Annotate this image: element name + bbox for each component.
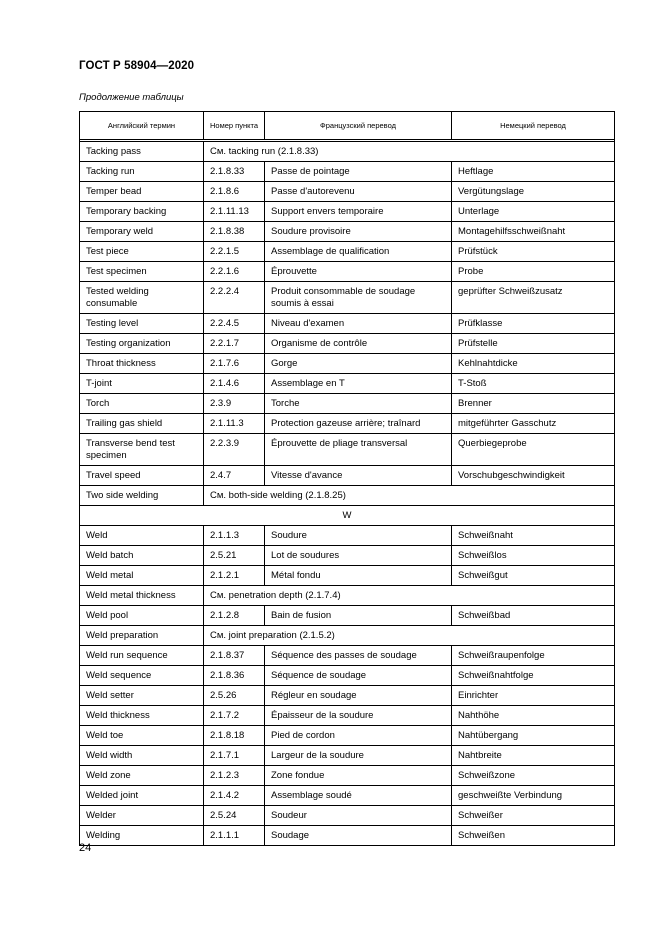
- french-translation-cell: Assemblage en T: [265, 374, 452, 394]
- french-translation-cell: Bain de fusion: [265, 606, 452, 626]
- french-translation-cell: Assemblage de qualification: [265, 242, 452, 262]
- french-translation-cell: Torche: [265, 394, 452, 414]
- french-translation-cell: Métal fondu: [265, 566, 452, 586]
- table-row: [80, 606, 615, 626]
- table-row: [80, 626, 615, 646]
- item-number-cell: 2.1.4.6: [204, 374, 265, 394]
- french-translation-cell: Séquence des passes de soudage: [265, 646, 452, 666]
- item-number-cell: 2.2.1.7: [204, 334, 265, 354]
- terminology-table: [79, 111, 615, 846]
- table-row: [80, 434, 615, 466]
- german-translation-cell: Schweißlos: [452, 546, 615, 566]
- item-number-cell: 2.5.26: [204, 686, 265, 706]
- english-term-cell: Weld toe: [80, 726, 204, 746]
- english-term-cell: Tacking pass: [80, 142, 204, 162]
- table-row: [80, 354, 615, 374]
- table-row: [80, 666, 615, 686]
- column-header-english: Английский термин: [80, 112, 204, 140]
- table-row: [80, 182, 615, 202]
- english-term-cell: Weld preparation: [80, 626, 204, 646]
- table-continuation-caption: Продолжение таблицы: [79, 92, 184, 103]
- french-translation-cell: Soudeur: [265, 806, 452, 826]
- item-number-cell: 2.1.8.18: [204, 726, 265, 746]
- english-term-cell: Temporary backing: [80, 202, 204, 222]
- item-number-cell: 2.1.1.1: [204, 826, 265, 846]
- english-term-cell: Temporary weld: [80, 222, 204, 242]
- column-header-number: Номер пункта: [204, 112, 265, 140]
- french-translation-cell: Protection gazeuse arrière; traînard: [265, 414, 452, 434]
- german-translation-cell: Schweißraupenfolge: [452, 646, 615, 666]
- german-translation-cell: Vergütungslage: [452, 182, 615, 202]
- item-number-cell: 2.1.8.38: [204, 222, 265, 242]
- english-term-cell: T-joint: [80, 374, 204, 394]
- french-translation-cell: Lot de soudures: [265, 546, 452, 566]
- item-number-cell: 2.1.1.3: [204, 526, 265, 546]
- column-header-german: Немецкий перевод: [452, 112, 615, 140]
- french-translation-cell: Éprouvette: [265, 262, 452, 282]
- french-translation-cell: Zone fondue: [265, 766, 452, 786]
- item-number-cell: 2.1.2.1: [204, 566, 265, 586]
- german-translation-cell: Kehlnahtdicke: [452, 354, 615, 374]
- item-number-cell: 2.1.7.2: [204, 706, 265, 726]
- german-translation-cell: T-Stoß: [452, 374, 615, 394]
- english-term-cell: Weld metal: [80, 566, 204, 586]
- item-number-cell: 2.2.1.6: [204, 262, 265, 282]
- english-term-cell: Weld thickness: [80, 706, 204, 726]
- english-term-cell: Welding: [80, 826, 204, 846]
- item-number-cell: 2.1.11.3: [204, 414, 265, 434]
- english-term-cell: Weld run sequence: [80, 646, 204, 666]
- table-row: [80, 786, 615, 806]
- english-term-cell: Torch: [80, 394, 204, 414]
- german-translation-cell: Prüfstelle: [452, 334, 615, 354]
- table-row: [80, 142, 615, 162]
- table-row: [80, 806, 615, 826]
- item-number-cell: 2.2.1.5: [204, 242, 265, 262]
- table-row: [80, 202, 615, 222]
- table-row: [80, 394, 615, 414]
- french-translation-cell: Passe d'autorevenu: [265, 182, 452, 202]
- german-translation-cell: geschweißte Verbindung: [452, 786, 615, 806]
- german-translation-cell: Nahtbreite: [452, 746, 615, 766]
- table-row: [80, 374, 615, 394]
- item-number-cell: 2.5.24: [204, 806, 265, 826]
- english-term-cell: Tested welding consumable: [80, 282, 204, 314]
- english-term-cell: Weld pool: [80, 606, 204, 626]
- item-number-cell: 2.5.21: [204, 546, 265, 566]
- item-number-cell: 2.1.2.3: [204, 766, 265, 786]
- french-translation-cell: Soudure: [265, 526, 452, 546]
- section-letter-cell: W: [80, 506, 615, 526]
- german-translation-cell: Schweißnahtfolge: [452, 666, 615, 686]
- cross-reference-cell: См. both-side welding (2.1.8.25): [204, 486, 615, 506]
- french-translation-cell: Support envers temporaire: [265, 202, 452, 222]
- english-term-cell: Testing organization: [80, 334, 204, 354]
- french-translation-cell: Organisme de contrôle: [265, 334, 452, 354]
- german-translation-cell: Probe: [452, 262, 615, 282]
- french-translation-cell: Soudure provisoire: [265, 222, 452, 242]
- english-term-cell: Weld sequence: [80, 666, 204, 686]
- english-term-cell: Weld setter: [80, 686, 204, 706]
- german-translation-cell: Prüfklasse: [452, 314, 615, 334]
- table-row: [80, 262, 615, 282]
- french-translation-cell: Assemblage soudé: [265, 786, 452, 806]
- table-row: [80, 686, 615, 706]
- table-row: [80, 222, 615, 242]
- german-translation-cell: geprüfter Schweißzusatz: [452, 282, 615, 314]
- table-row: [80, 706, 615, 726]
- french-translation-cell: Séquence de soudage: [265, 666, 452, 686]
- item-number-cell: 2.2.2.4: [204, 282, 265, 314]
- table-row: [80, 546, 615, 566]
- english-term-cell: Trailing gas shield: [80, 414, 204, 434]
- table-row: [80, 242, 615, 262]
- table-row: [80, 162, 615, 182]
- german-translation-cell: Schweißer: [452, 806, 615, 826]
- table-row: [80, 566, 615, 586]
- cross-reference-cell: См. penetration depth (2.1.7.4): [204, 586, 615, 606]
- item-number-cell: 2.3.9: [204, 394, 265, 414]
- english-term-cell: Weld metal thickness: [80, 586, 204, 606]
- table-row: [80, 486, 615, 506]
- english-term-cell: Test piece: [80, 242, 204, 262]
- german-translation-cell: Einrichter: [452, 686, 615, 706]
- cross-reference-cell: См. tacking run (2.1.8.33): [204, 142, 615, 162]
- english-term-cell: Transverse bend test specimen: [80, 434, 204, 466]
- german-translation-cell: Montagehilfsschweißnaht: [452, 222, 615, 242]
- german-translation-cell: Brenner: [452, 394, 615, 414]
- table-row: [80, 726, 615, 746]
- table-row: [80, 586, 615, 606]
- item-number-cell: 2.4.7: [204, 466, 265, 486]
- german-translation-cell: Prüfstück: [452, 242, 615, 262]
- german-translation-cell: Schweißgut: [452, 566, 615, 586]
- table-row: [80, 334, 615, 354]
- german-translation-cell: Querbiegeprobe: [452, 434, 615, 466]
- item-number-cell: 2.1.8.37: [204, 646, 265, 666]
- german-translation-cell: Schweißnaht: [452, 526, 615, 546]
- english-term-cell: Welded joint: [80, 786, 204, 806]
- french-translation-cell: Produit consommable de soudage soumis à essai: [265, 282, 452, 314]
- english-term-cell: Weld width: [80, 746, 204, 766]
- english-term-cell: Welder: [80, 806, 204, 826]
- item-number-cell: 2.2.4.5: [204, 314, 265, 334]
- table-row: [80, 826, 615, 846]
- item-number-cell: 2.1.8.36: [204, 666, 265, 686]
- table-row: [80, 314, 615, 334]
- page-number: 24: [79, 842, 92, 854]
- german-translation-cell: Nahtübergang: [452, 726, 615, 746]
- english-term-cell: Weld zone: [80, 766, 204, 786]
- item-number-cell: 2.1.7.6: [204, 354, 265, 374]
- item-number-cell: 2.1.2.8: [204, 606, 265, 626]
- german-translation-cell: Heftlage: [452, 162, 615, 182]
- cross-reference-cell: См. joint preparation (2.1.5.2): [204, 626, 615, 646]
- french-translation-cell: Vitesse d'avance: [265, 466, 452, 486]
- english-term-cell: Temper bead: [80, 182, 204, 202]
- french-translation-cell: Soudage: [265, 826, 452, 846]
- english-term-cell: Testing level: [80, 314, 204, 334]
- german-translation-cell: Schweißen: [452, 826, 615, 846]
- table-row: [80, 466, 615, 486]
- german-translation-cell: Schweißzone: [452, 766, 615, 786]
- english-term-cell: Tacking run: [80, 162, 204, 182]
- german-translation-cell: Schweißbad: [452, 606, 615, 626]
- table-row: [80, 766, 615, 786]
- french-translation-cell: Gorge: [265, 354, 452, 374]
- item-number-cell: 2.1.8.6: [204, 182, 265, 202]
- table-row: [80, 414, 615, 434]
- english-term-cell: Travel speed: [80, 466, 204, 486]
- german-translation-cell: mitgeführter Gasschutz: [452, 414, 615, 434]
- german-translation-cell: Nahthöhe: [452, 706, 615, 726]
- english-term-cell: Two side welding: [80, 486, 204, 506]
- german-translation-cell: Unterlage: [452, 202, 615, 222]
- english-term-cell: Test specimen: [80, 262, 204, 282]
- table-row: [80, 646, 615, 666]
- french-translation-cell: Largeur de la soudure: [265, 746, 452, 766]
- english-term-cell: Weld batch: [80, 546, 204, 566]
- item-number-cell: 2.1.7.1: [204, 746, 265, 766]
- table-row: [80, 526, 615, 546]
- english-term-cell: Weld: [80, 526, 204, 546]
- section-letter-row: [80, 506, 615, 526]
- french-translation-cell: Pied de cordon: [265, 726, 452, 746]
- english-term-cell: Throat thickness: [80, 354, 204, 374]
- french-translation-cell: Épaisseur de la soudure: [265, 706, 452, 726]
- table-body: [80, 142, 615, 846]
- french-translation-cell: Régleur en soudage: [265, 686, 452, 706]
- item-number-cell: 2.1.11.13: [204, 202, 265, 222]
- column-header-french: Французский перевод: [265, 112, 452, 140]
- item-number-cell: 2.2.3.9: [204, 434, 265, 466]
- french-translation-cell: Niveau d'examen: [265, 314, 452, 334]
- german-translation-cell: Vorschubgeschwindigkeit: [452, 466, 615, 486]
- document-standard-header: ГОСТ Р 58904—2020: [79, 60, 195, 72]
- item-number-cell: 2.1.8.33: [204, 162, 265, 182]
- item-number-cell: 2.1.4.2: [204, 786, 265, 806]
- table-row: [80, 746, 615, 766]
- french-translation-cell: Éprouvette de pliage transversal: [265, 434, 452, 466]
- french-translation-cell: Passe de pointage: [265, 162, 452, 182]
- table-row: [80, 282, 615, 314]
